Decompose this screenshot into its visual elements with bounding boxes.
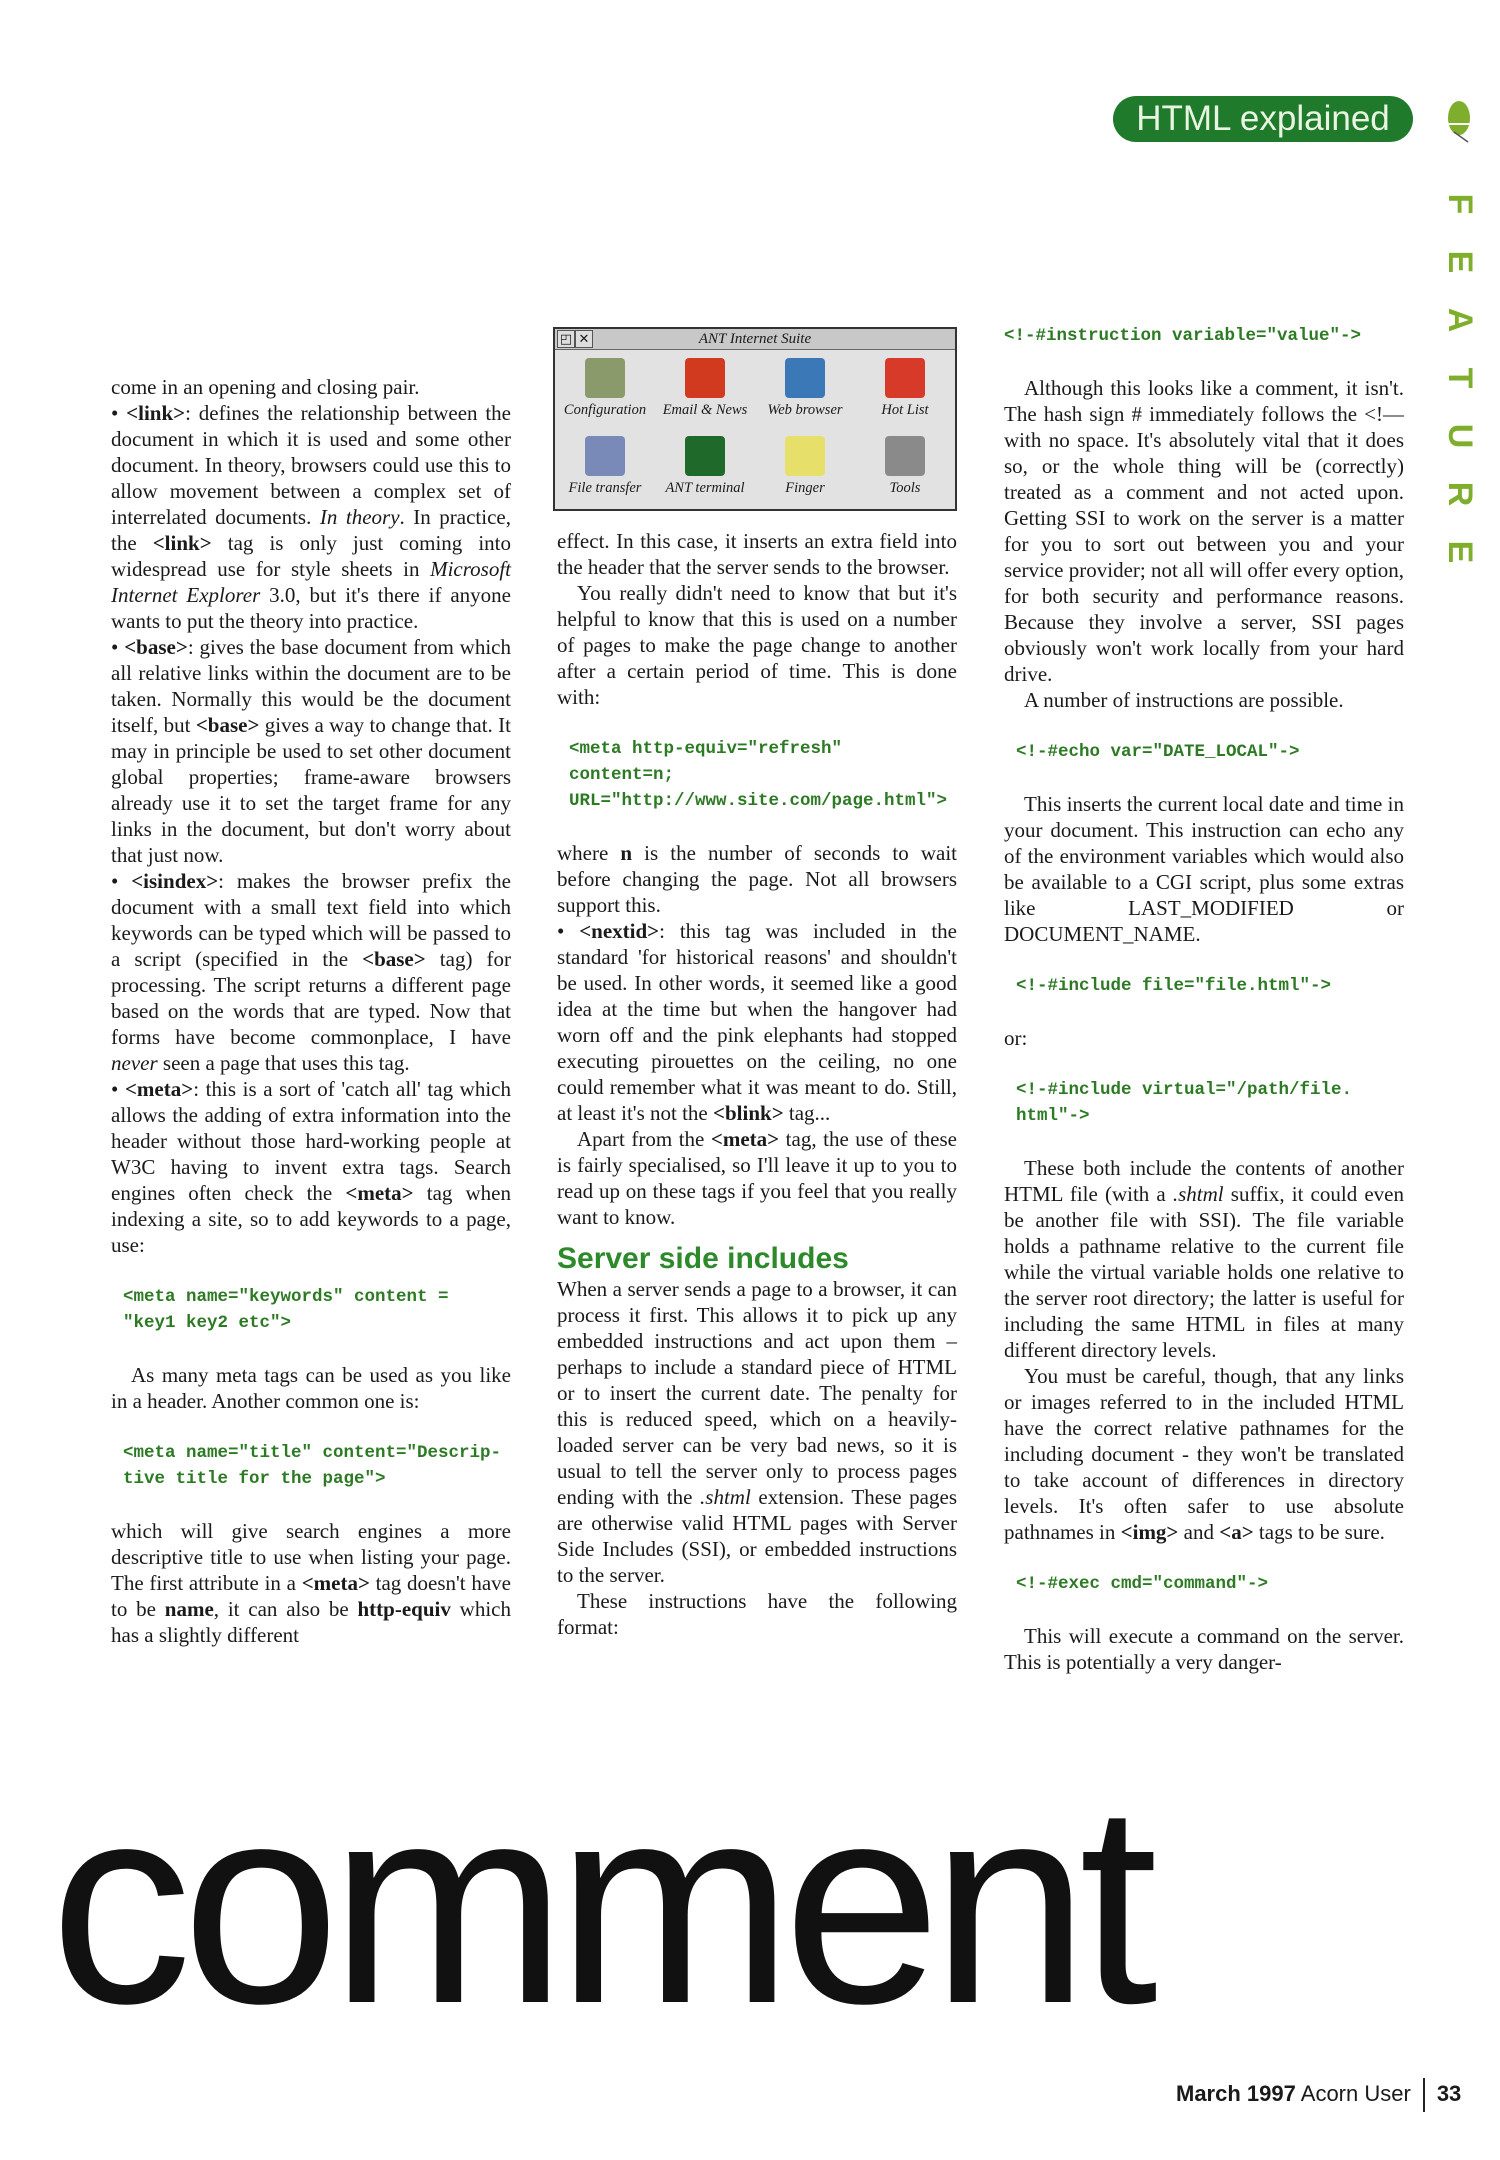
tag-name: <a> [1219,1520,1254,1544]
app-icon-label: Configuration [563,402,647,418]
code-sample: <!-#exec cmd="command"-> [1016,1574,1269,1594]
app-icon-item [755,354,855,432]
app-icon-item [855,354,955,432]
feature-letter: T [1441,367,1479,389]
tag-name: <img> [1120,1520,1179,1544]
code-sample: <!-#echo var="DATE_LOCAL"-> [1016,742,1300,762]
issue-date: March 1997 [1176,2080,1296,2106]
body-paragraph: As many meta tags can be used as you like in a header. Another common one is: [111,1363,511,1413]
app-icon-item [855,432,955,510]
tag-name: <base> [124,635,188,659]
feature-letter: F [1441,193,1479,215]
tag-name: <meta> [345,1181,414,1205]
app-icon-label: Finger [785,480,825,496]
tag-name: <meta> [710,1127,780,1151]
ant-internet-suite-window [553,327,957,511]
tag-name: <link> [152,531,212,555]
body-paragraph: This will execute a command on the server. This is potentially a very danger- [1004,1624,1404,1674]
feature-side-label [1442,175,1478,581]
tag-name: <meta> [124,1077,194,1101]
window-title: ANT Internet Suite [698,331,812,347]
feature-letter: E [1441,250,1479,274]
file-transfer-icon [585,436,625,476]
section-pill: HTML explained [1113,96,1413,142]
body-paragraph: A number of instructions are possible. [1024,688,1344,712]
app-icon-label: Web browser [767,402,843,418]
tag-name: <isindex> [131,869,219,893]
configuration-icon [585,358,625,398]
ant-terminal-icon [685,436,725,476]
app-icon-label: File transfer [568,480,642,496]
emphasis: Microsoft Internet Explorer [111,557,511,607]
body-paragraph: Although this looks like a comment, it isn't. The hash sign # immediately follows the <!— with no space. It's absolutely vital that it does so, or the whole thing will be (correctly) treated as a comment and not acted upon. Getting SSI to work on the server is a matter for you to sort out between you and your service provider; not all will offer every option, for both security and performance reasons. Because they involve a server, SSI pages obviously won't work locally from your hard drive. [1004,376,1404,686]
tag-name: <base> [362,947,426,971]
body-paragraph: When a server sends a page to a browser, it can process it first. This allows it to pick up any embedded instructions and act upon them – perhaps to include a standard piece of HTML or to insert the current date. The penalty for this is reduced speed, which on a heavily-loaded server can be very bad news, so it is usual to tell the server only to process pages ending with the .shtml extension. These pages are otherwise valid HTML pages with Server Side Includes (SSI), or embedded instructions to the server. [557,1277,957,1587]
emphasis: In theory [319,505,400,529]
page-number: 33 [1436,2080,1462,2106]
code-sample: <meta name="title" content="Descrip- tive title for the page"> [123,1443,502,1489]
tag-name: n [620,841,633,865]
app-icon-label: Tools [889,480,921,496]
body-paragraph: Apart from the <meta> tag, the use of these is fairly specialised, so I'll leave it up to you to read up on these tags if you feel that you really want to know. [557,1127,957,1229]
body-paragraph: where n is the number of seconds to wait before changing the page. Not all browsers support this. [557,841,957,917]
emphasis: .shtml [1172,1182,1224,1206]
tag-name: <blink> [713,1101,784,1125]
column-2 [557,528,957,1640]
magazine-name: Acorn User [1300,2080,1411,2106]
app-icon-item [655,432,755,510]
big-word-comment: comment [50,1746,1148,2063]
code-sample: <!-#include file="file.html"-> [1016,976,1332,996]
body-paragraph: You must be careful, though, that any links or images referred to in the included HTML have the correct relative pathnames for the including document - they won't be translated to take account of differences in directory levels. It's often safer to use absolute pathnames in <img> and <a> tags to be sure. [1004,1364,1404,1544]
acorn-logo-icon [1444,98,1474,144]
web-browser-icon [785,358,825,398]
emphasis: .shtml [700,1485,751,1509]
feature-letter: U [1441,423,1479,449]
code-sample: <!-#include virtual="/path/file. html"-> [1016,1080,1353,1126]
body-paragraph: These both include the contents of another HTML file (with a .shtml suffix, it could even be another file with SSI). The file variable holds a pathname relative to the current file while the virtual variable holds one relative to the server root directory; the latter is useful for including the same HTML in files at many different directory levels. [1004,1156,1404,1362]
app-icon-item [755,432,855,510]
body-paragraph: • <meta>: this is a sort of 'catch all' tag which allows the adding of extra information into the header without those hard-working people at W3C having to invent extra tags. Search engines often check the <meta> tag when indexing a site, so to add keywords to a page, use: [111,1077,512,1257]
body-paragraph: which will give search engines a more descriptive title to use when listing your page. The first attribute in a <meta> tag doesn't have to be name, it can also be http-equiv which has a slightly different [111,1519,511,1647]
body-paragraph: You really didn't need to know that but it's helpful to know that this is used on a number of pages to make the page change to another after a certain period of time. This is done with: [557,581,957,709]
column-3 [1004,323,1404,1675]
body-paragraph: This inserts the current local date and time in your document. This instruction can echo any of the environment variables which would also be available to a CGI script, plus some extras like LAST_MODIFIED or DOCUMENT_NAME. [1004,792,1404,946]
window-title-bar [555,329,955,350]
code-sample: <meta http-equiv="refresh" content=n; URL="http://www.site.com/page.html"> [569,739,948,811]
feature-letter: A [1441,307,1479,333]
body-paragraph: • <base>: gives the base document from which all relative links within the document are to be taken. Normally this would be the document itself, but <base> gives a way to change that. It may in principle be used to set other document global properties; frame-aware browsers already use it to set the target frame for any links in the document, but don't worry about that just now. [111,635,511,867]
body-paragraph: or: [1004,1026,1028,1050]
tag-name: name [164,1597,214,1621]
hot-list-icon [885,358,925,398]
body-paragraph: • <isindex>: makes the browser prefix the document with a small text field into which keywords can be typed which will be passed to a script (specified in the <base> tag) for processing. The script returns a different page based on the words that are typed. Now that forms have become commonplace, I have never seen a page that uses this tag. [111,869,511,1075]
feature-letter: R [1441,481,1479,507]
body-paragraph: These instructions have the following format: [557,1589,957,1639]
body-paragraph: effect. In this case, it inserts an extra field into the header that the server sends to the browser. [557,529,957,579]
footer-divider [1423,2078,1425,2112]
email-news-icon [685,358,725,398]
tag-name: <nextid> [579,919,660,943]
finger-icon [785,436,825,476]
app-icon-label: Email & News [662,402,748,418]
app-icon-item [655,354,755,432]
tag-name: http-equiv [357,1597,451,1621]
back-icon: ◰ [557,330,575,348]
code-sample: <!-#instruction variable="value"-> [1004,326,1362,346]
feature-letter: E [1441,540,1479,564]
footer [1176,2078,1461,2112]
emphasis: never [111,1051,158,1075]
app-icon-label: ANT terminal [665,480,745,496]
column-1 [111,374,511,1648]
tag-name: <base> [195,713,260,737]
tag-name: <meta> [301,1571,370,1595]
tools-icon [885,436,925,476]
section-heading: Server side includes [557,1242,849,1275]
code-sample: <meta name="keywords" content = "key1 key2 etc"> [123,1287,449,1333]
tag-name: <link> [126,401,186,425]
body-paragraph: • <link>: defines the relationship between the document in which it is used and some other document. In theory, browsers could use this to allow movement between a complex set of interrelated documents. In theory. In practice, the <link> tag is only just coming into widespread use for style sheets in Microsoft Internet Explorer 3.0, but it's there if anyone wants to put the theory into practice. [111,401,512,633]
app-icon-item [555,354,655,432]
app-icon-label: Hot List [881,402,929,418]
body-paragraph: come in an opening and closing pair. [111,375,420,399]
app-icon-item [555,432,655,510]
body-paragraph: • <nextid>: this tag was included in the standard 'for historical reasons' and shouldn't be used. In other words, it seemed like a good idea at the time but when the hangover had worn off and the pink elephants had stopped executing pirouettes on the ceiling, no one could remember what it was meant to do. Still, at least it's not the <blink> tag... [557,919,957,1125]
close-icon: ✕ [575,330,593,348]
